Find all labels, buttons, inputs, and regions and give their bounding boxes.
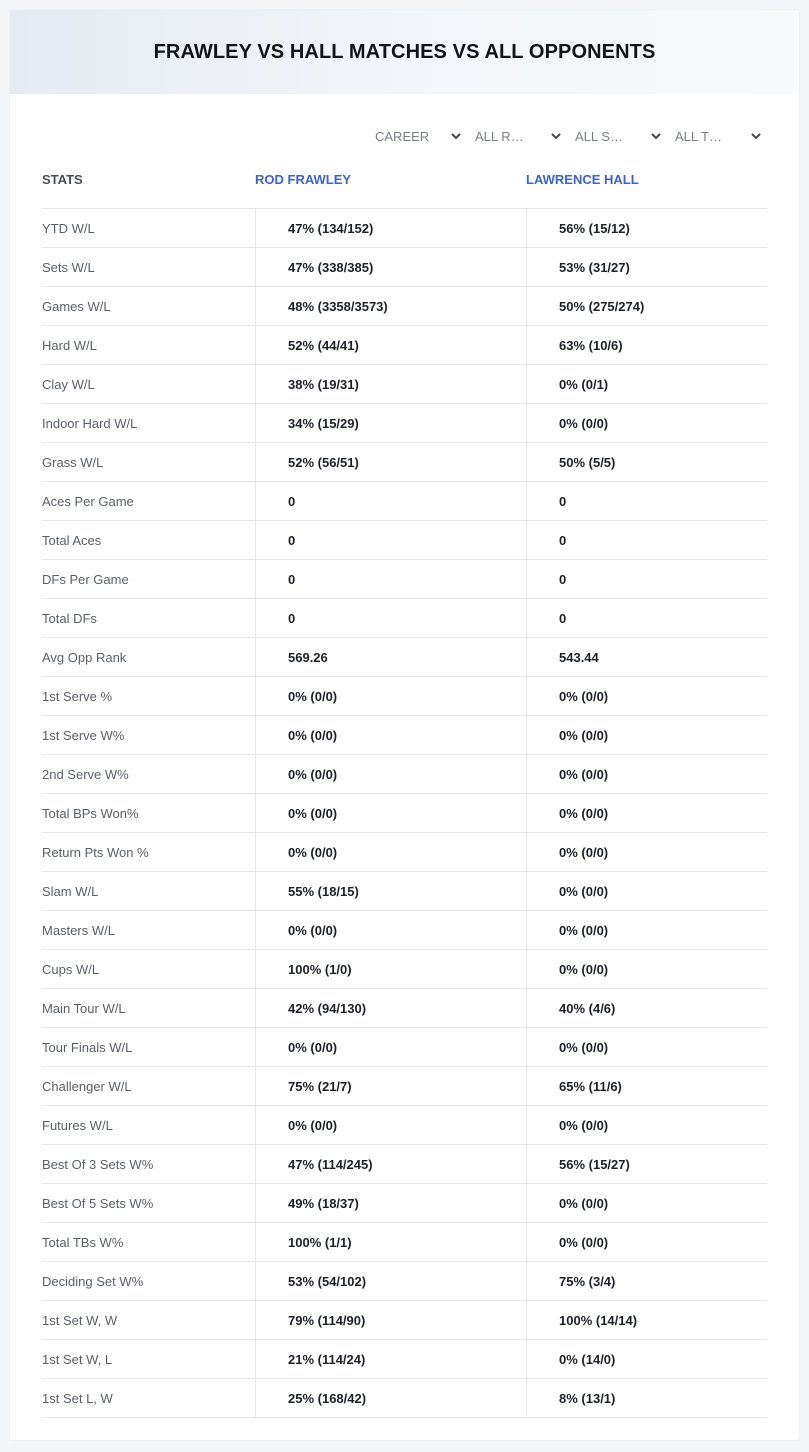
stat-label: Clay W/L — [42, 376, 95, 392]
table-row — [42, 1106, 767, 1145]
player2-stat-value: 50% (5/5) — [526, 443, 767, 481]
table-row — [42, 1340, 767, 1379]
player1-stat-value: 0 — [255, 482, 526, 520]
player1-stat-value: 47% (114/245) — [255, 1145, 526, 1183]
player1-stat-value: 21% (114/24) — [255, 1340, 526, 1378]
player2-stat-value: 0% (0/0) — [526, 677, 767, 715]
table-row — [42, 716, 767, 755]
player2-stat-value: 0% (0/0) — [526, 716, 767, 754]
player2-stat-value: 75% (3/4) — [526, 1262, 767, 1300]
filter-label: CAREER — [375, 128, 430, 144]
stat-label: Total TBs W% — [42, 1234, 124, 1250]
player1-stat-value: 47% (134/152) — [255, 209, 526, 247]
player1-stat-value: 42% (94/130) — [255, 989, 526, 1027]
stat-label: 1st Set L, W — [42, 1390, 113, 1406]
player2-stat-value: 50% (275/274) — [526, 287, 767, 325]
stat-label: DFs Per Game — [42, 571, 129, 587]
table-row — [42, 482, 767, 521]
player1-stat-value: 38% (19/31) — [255, 365, 526, 403]
page-title: FRAWLEY VS HALL MATCHES VS ALL OPPONENTS — [153, 40, 656, 63]
filter-period-select[interactable] — [367, 124, 467, 148]
stat-label: Games W/L — [42, 298, 111, 314]
player2-stat-value: 0% (0/0) — [526, 872, 767, 910]
player2-stat-value: 0% (0/0) — [526, 755, 767, 793]
stat-label: YTD W/L — [42, 220, 95, 236]
player2-stat-value: 543.44 — [526, 638, 767, 676]
table-row — [42, 677, 767, 716]
player1-stat-value: 100% (1/1) — [255, 1223, 526, 1261]
table-row — [42, 365, 767, 404]
player1-stat-value: 0% (0/0) — [255, 755, 526, 793]
table-row — [42, 521, 767, 560]
player2-stat-value: 0% (0/0) — [526, 1184, 767, 1222]
chevron-down-icon — [449, 129, 463, 143]
table-row — [42, 1184, 767, 1223]
player2-stat-value: 53% (31/27) — [526, 248, 767, 286]
filter-round-select[interactable] — [467, 124, 567, 148]
player1-stat-value: 0% (0/0) — [255, 677, 526, 715]
table-row — [42, 287, 767, 326]
player1-stat-value: 47% (338/385) — [255, 248, 526, 286]
filter-surface-select[interactable] — [567, 124, 667, 148]
stat-label: Aces Per Game — [42, 493, 134, 509]
player1-stat-value: 0 — [255, 521, 526, 559]
column-header-player1-link[interactable]: ROD FRAWLEY — [255, 172, 352, 187]
chevron-down-icon — [549, 129, 563, 143]
stat-label: Tour Finals W/L — [42, 1039, 133, 1055]
table-row — [42, 833, 767, 872]
column-header-stats: STATS — [42, 172, 83, 187]
player1-stat-value: 0% (0/0) — [255, 1106, 526, 1144]
player1-stat-value: 0% (0/0) — [255, 794, 526, 832]
chevron-down-icon — [749, 129, 763, 143]
player1-stat-value: 569.26 — [255, 638, 526, 676]
stat-label: Deciding Set W% — [42, 1273, 144, 1289]
player1-stat-value: 0% (0/0) — [255, 716, 526, 754]
table-row — [42, 443, 767, 482]
player2-stat-value: 0 — [526, 560, 767, 598]
player1-stat-value: 0% (0/0) — [255, 911, 526, 949]
stat-label: 2nd Serve W% — [42, 766, 129, 782]
table-row — [42, 560, 767, 599]
filter-tournament-select[interactable] — [667, 124, 767, 148]
player2-stat-value: 0% (14/0) — [526, 1340, 767, 1378]
player1-stat-value: 52% (44/41) — [255, 326, 526, 364]
stat-label: 1st Serve W% — [42, 727, 125, 743]
player2-stat-value: 0% (0/0) — [526, 833, 767, 871]
stats-card — [10, 10, 799, 1440]
player1-stat-value: 52% (56/51) — [255, 443, 526, 481]
column-header-player2-link[interactable]: LAWRENCE HALL — [526, 172, 639, 187]
filter-label: ALL R… — [475, 128, 524, 144]
player2-stat-value: 0% (0/0) — [526, 1223, 767, 1261]
table-row — [42, 209, 767, 248]
stat-label: Slam W/L — [42, 883, 99, 899]
stat-label: Indoor Hard W/L — [42, 415, 138, 431]
filter-bar — [367, 124, 767, 148]
player2-stat-value: 65% (11/6) — [526, 1067, 767, 1105]
stat-label: Return Pts Won % — [42, 844, 149, 860]
table-row — [42, 1067, 767, 1106]
player2-stat-value: 56% (15/27) — [526, 1145, 767, 1183]
stat-label: 1st Set W, W — [42, 1312, 118, 1328]
table-row — [42, 404, 767, 443]
player1-stat-value: 34% (15/29) — [255, 404, 526, 442]
table-row — [42, 1262, 767, 1301]
stat-label: Total DFs — [42, 610, 97, 626]
player2-stat-value: 63% (10/6) — [526, 326, 767, 364]
stat-label: Sets W/L — [42, 259, 95, 275]
player1-stat-value: 48% (3358/3573) — [255, 287, 526, 325]
player2-stat-value: 0% (0/0) — [526, 794, 767, 832]
table-row — [42, 1145, 767, 1184]
stat-label: Challenger W/L — [42, 1078, 132, 1094]
player1-stat-value: 25% (168/42) — [255, 1379, 526, 1417]
table-row — [42, 950, 767, 989]
player1-stat-value: 55% (18/15) — [255, 872, 526, 910]
table-row — [42, 599, 767, 638]
player1-stat-value: 49% (18/37) — [255, 1184, 526, 1222]
table-row — [42, 326, 767, 365]
player2-stat-value: 100% (14/14) — [526, 1301, 767, 1339]
table-row — [42, 755, 767, 794]
stat-label: Cups W/L — [42, 961, 100, 977]
stat-label: 1st Serve % — [42, 688, 113, 704]
table-row — [42, 1223, 767, 1262]
stat-label: Total Aces — [42, 532, 102, 548]
stat-label: Best Of 3 Sets W% — [42, 1156, 154, 1172]
stats-table-body — [42, 208, 767, 1418]
table-row — [42, 911, 767, 950]
player1-stat-value: 100% (1/0) — [255, 950, 526, 988]
player1-stat-value: 53% (54/102) — [255, 1262, 526, 1300]
player2-stat-value: 0% (0/1) — [526, 365, 767, 403]
player2-stat-value: 0 — [526, 482, 767, 520]
player2-stat-value: 8% (13/1) — [526, 1379, 767, 1417]
player2-stat-value: 40% (4/6) — [526, 989, 767, 1027]
table-header — [42, 170, 767, 208]
player1-stat-value: 0% (0/0) — [255, 833, 526, 871]
stat-label: Avg Opp Rank — [42, 649, 127, 665]
table-row — [42, 248, 767, 287]
player2-stat-value: 0% (0/0) — [526, 950, 767, 988]
stat-label: Masters W/L — [42, 922, 115, 938]
stat-label: Futures W/L — [42, 1117, 113, 1133]
player2-stat-value: 0% (0/0) — [526, 911, 767, 949]
player1-stat-value: 0 — [255, 599, 526, 637]
stat-label: 1st Set W, L — [42, 1351, 113, 1367]
filter-label: ALL T… — [675, 128, 722, 144]
stat-label: Hard W/L — [42, 337, 97, 353]
chevron-down-icon — [649, 129, 663, 143]
player2-stat-value: 0% (0/0) — [526, 1028, 767, 1066]
table-row — [42, 989, 767, 1028]
player1-stat-value: 0% (0/0) — [255, 1028, 526, 1066]
player2-stat-value: 56% (15/12) — [526, 209, 767, 247]
player1-stat-value: 75% (21/7) — [255, 1067, 526, 1105]
player2-stat-value: 0% (0/0) — [526, 404, 767, 442]
table-row — [42, 1028, 767, 1067]
player1-stat-value: 79% (114/90) — [255, 1301, 526, 1339]
table-row — [42, 794, 767, 833]
stat-label: Grass W/L — [42, 454, 104, 470]
player1-stat-value: 0 — [255, 560, 526, 598]
table-row — [42, 1301, 767, 1340]
player2-stat-value: 0 — [526, 521, 767, 559]
stat-label: Best Of 5 Sets W% — [42, 1195, 154, 1211]
card-header — [10, 10, 799, 94]
table-row — [42, 872, 767, 911]
table-row — [42, 638, 767, 677]
player2-stat-value: 0 — [526, 599, 767, 637]
stat-label: Total BPs Won% — [42, 805, 139, 821]
stat-label: Main Tour W/L — [42, 1000, 126, 1016]
filter-label: ALL S… — [575, 128, 623, 144]
table-row — [42, 1379, 767, 1418]
player2-stat-value: 0% (0/0) — [526, 1106, 767, 1144]
